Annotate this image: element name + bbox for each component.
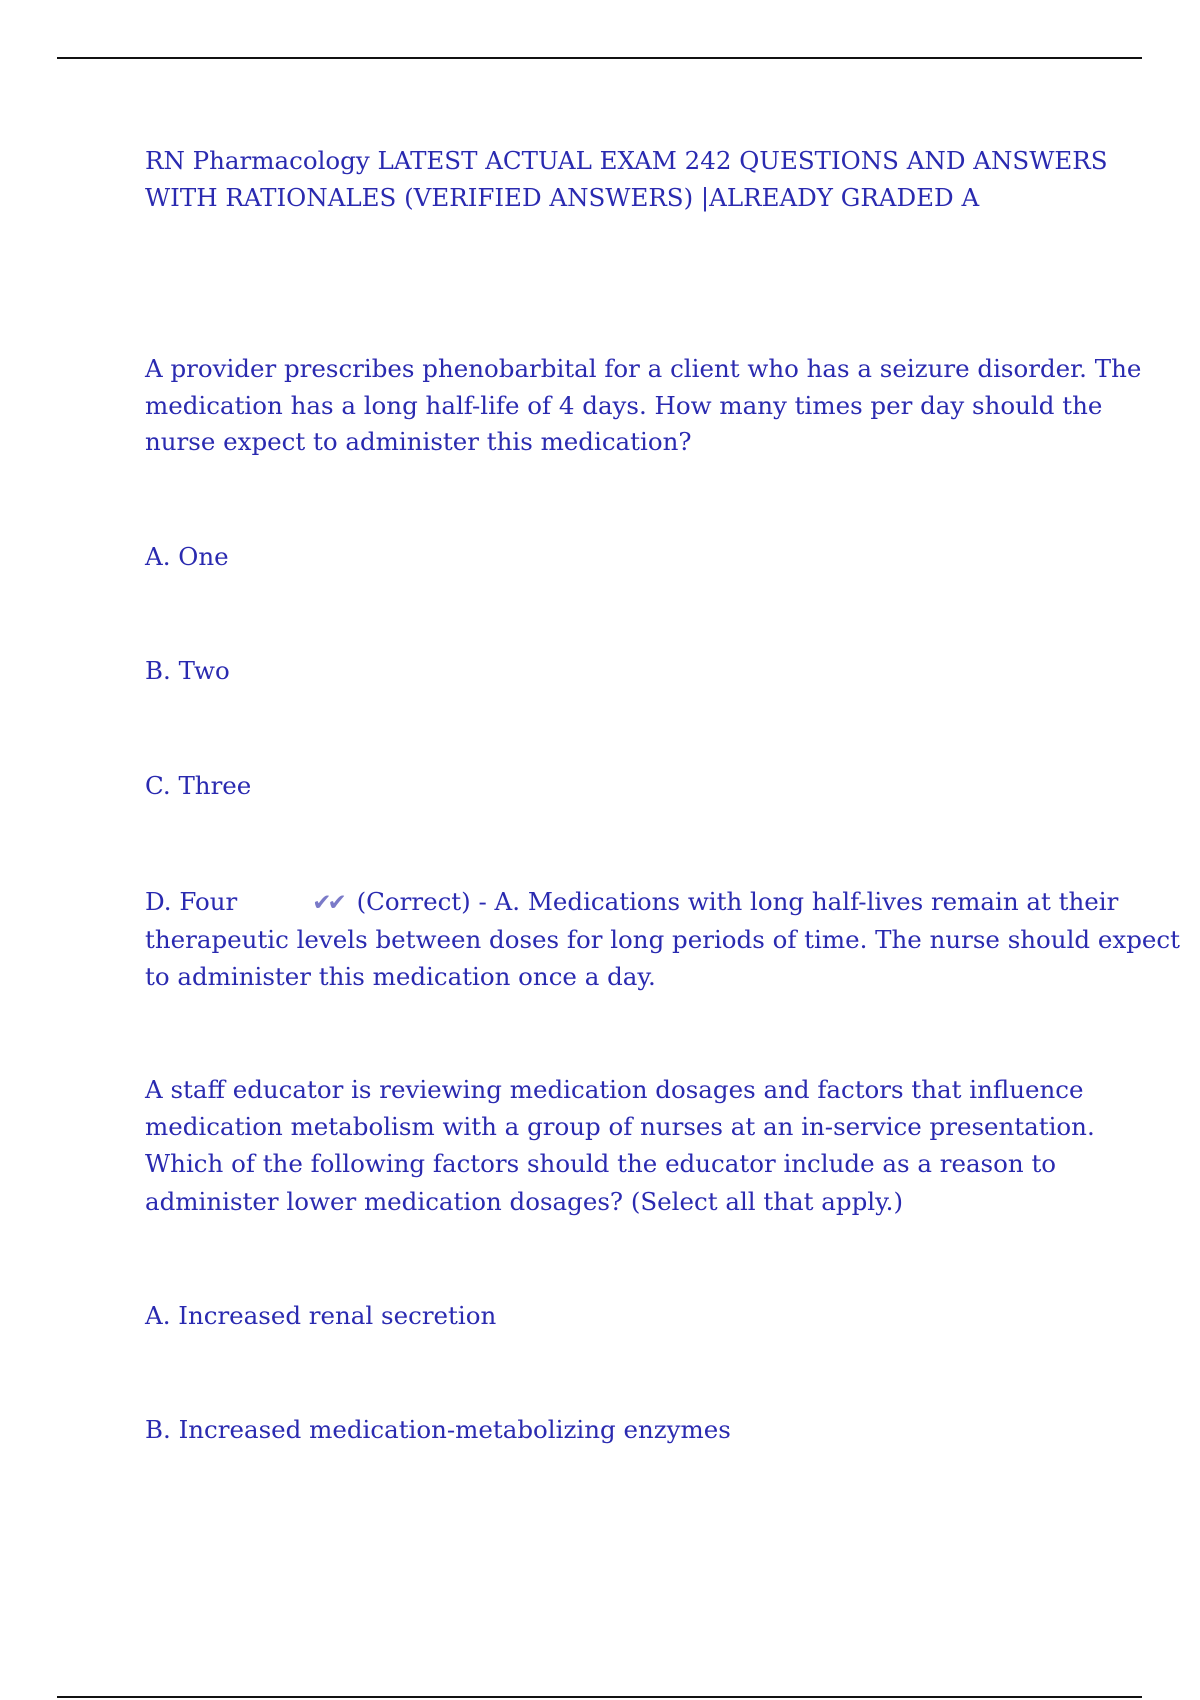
q1-answer-line-2: therapeutic levels between doses for long periods of time. The nurse should expect: [145, 925, 1180, 954]
q2-text-line-4: administer lower medication dosages? (Select all that apply.): [145, 1187, 904, 1216]
q2-text-line-2: medication metabolism with a group of nurses at an in-service presentation.: [145, 1112, 1095, 1141]
q1-text-line-3: nurse expect to administer this medication?: [145, 427, 692, 456]
q2-option-b: B. Increased medication-metabolizing enzymes: [145, 1415, 731, 1444]
doc-title-line-2: WITH RATIONALES (VERIFIED ANSWERS) |ALREADY GRADED A: [145, 183, 980, 212]
q2-text-line-3: Which of the following factors should the educator include as a reason to: [145, 1149, 1057, 1178]
q1-option-b: B. Two: [145, 656, 230, 685]
q2-option-a: A. Increased renal secretion: [145, 1301, 497, 1330]
q2-text-line-1: A staff educator is reviewing medication dosages and factors that influence: [145, 1075, 1084, 1104]
doc-title-line-1: RN Pharmacology LATEST ACTUAL EXAM 242 QUESTIONS AND ANSWERS: [145, 146, 1108, 175]
top-rule: [57, 57, 1142, 59]
q1-text-line-1: A provider prescribes phenobarbital for a client who has a seizure disorder. The: [145, 354, 1142, 383]
q1-option-a: A. One: [145, 542, 229, 571]
q1-text-line-2: medication has a long half-life of 4 days. How many times per day should the: [145, 391, 1103, 420]
double-check-icon: ✔✔: [312, 890, 343, 916]
q1-answer-line-3: to administer this medication once a day.: [145, 962, 656, 991]
q1-option-d-with-answer: [145, 884, 1118, 921]
q1-answer-line-1: (Correct) - A. Medications with long half-lives remain at their: [356, 887, 1119, 916]
q1-option-c: C. Three: [145, 771, 252, 800]
q1-option-d: D. Four: [145, 887, 238, 916]
bottom-rule: [57, 1696, 1142, 1698]
